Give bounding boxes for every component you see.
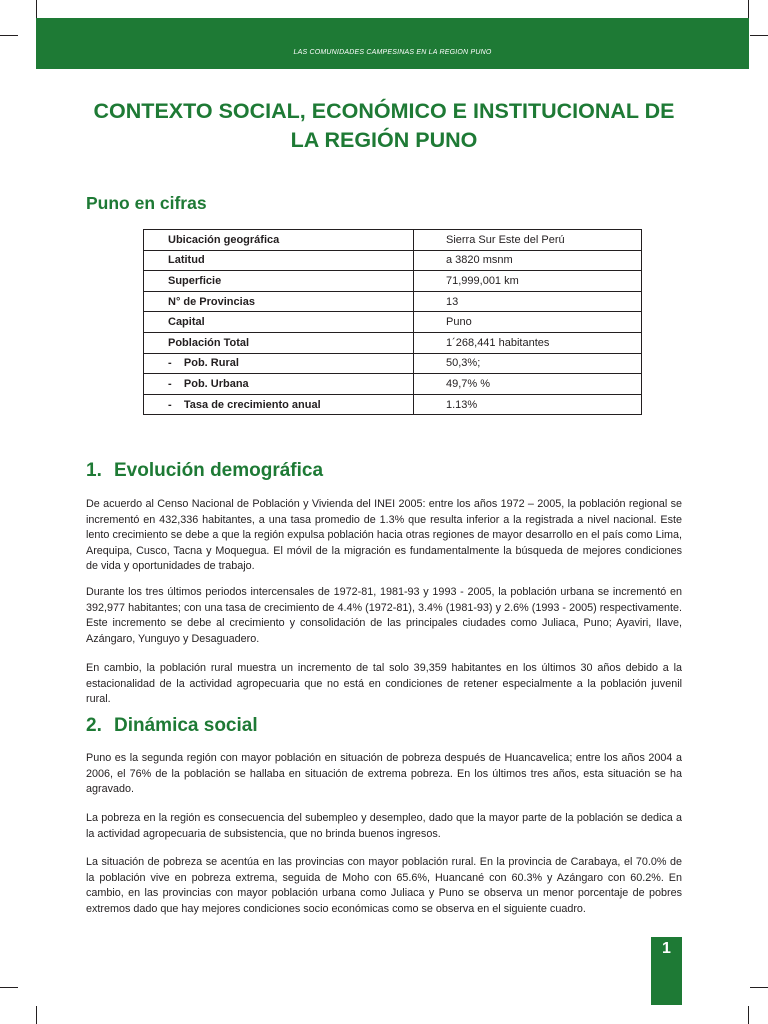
paragraph: La pobreza en la región es consecuencia del subempleo y desempleo, dado que la mayor parte de la población se dedica a la actividad agropecuaria de subsistencia, que no brinda buenos ingresos. — [86, 812, 682, 840]
facts-row — [144, 353, 642, 374]
facts-row — [144, 271, 642, 292]
facts-label: N° de Provincias — [144, 291, 414, 312]
page-title-line: CONTEXTO SOCIAL, ECONÓMICO E INSTITUCIONAL DE — [93, 99, 675, 123]
section-heading-dinamica — [86, 715, 258, 737]
facts-value: a 3820 msnm — [414, 250, 642, 271]
facts-row — [144, 332, 642, 353]
facts-value: 1´268,441 habitantes — [414, 332, 642, 353]
crop-mark — [748, 0, 749, 18]
facts-value: Sierra Sur Este del Perú — [414, 230, 642, 251]
header-banner — [36, 18, 749, 69]
facts-label: Ubicación geográfica — [144, 230, 414, 251]
facts-row — [144, 250, 642, 271]
crop-mark — [36, 0, 37, 18]
facts-label: Superficie — [144, 271, 414, 292]
header-banner-text: LAS COMUNIDADES CAMPESINAS EN LA REGION PUNO — [293, 49, 492, 56]
section-heading-demografica — [86, 460, 323, 482]
facts-label: Capital — [144, 312, 414, 333]
facts-value: 71,999,001 km — [414, 271, 642, 292]
paragraph: Durante los tres últimos periodos intercensales de 1972-81, 1981-93 y 1993 - 2005, la población urbana se incrementó en 392,977 habitantes; con una tasa de crecimiento de 4.4% (1972-81), 3.4% (1981-93) y 2.6% (1993 - 2005) respectivamente. Este incremento se debe al crecimiento y consolidación de las principales ciudades como Juliaca, Puno; Ayaviri, Ilave, Azángaro, Yunguyo y Desaguadero. — [86, 586, 682, 645]
cifras-heading: Puno en cifras — [86, 193, 207, 213]
page-title-line: LA REGIÓN PUNO — [290, 128, 478, 152]
facts-value: 13 — [414, 291, 642, 312]
facts-value: 49,7% % — [414, 374, 642, 395]
facts-row — [144, 374, 642, 395]
paragraph: Puno es la segunda región con mayor población en situación de pobreza después de Huancavelica; entre los años 2004 a 2006, el 76% de la población se hallaba en situación de extrema pobreza. En los últimos tres años, esta situación se ha agravado. — [86, 752, 682, 796]
section-number: 1. — [86, 460, 102, 481]
facts-label: - Pob. Urbana — [144, 374, 414, 395]
paragraph: La situación de pobreza se acentúa en las provincias con mayor población rural. En la provincia de Carabaya, el 70.0% de la población vive en pobreza extrema, seguida de Moho con 65.6%, Huancané con 60.3% y Azángaro con 60.2%. En cambio, en las provincias con mayor población urbana como Juliaca y Puno se observa un menor porcentaje de pobres extremos dado que hay mejores condiciones socio económicas como se observa en el siguiente cuadro. — [86, 856, 682, 915]
crop-mark — [0, 35, 18, 36]
page-number: 1 — [651, 937, 682, 1005]
section-title: Dinámica social — [114, 715, 258, 736]
section-number: 2. — [86, 715, 102, 736]
facts-label: Población Total — [144, 332, 414, 353]
facts-row — [144, 230, 642, 251]
facts-table — [143, 229, 642, 415]
facts-row — [144, 394, 642, 415]
facts-label: Latitud — [144, 250, 414, 271]
crop-mark — [750, 35, 768, 36]
crop-mark — [0, 987, 18, 988]
facts-label: - Tasa de crecimiento anual — [144, 394, 414, 415]
paragraph: En cambio, la población rural muestra un incremento de tal solo 39,359 habitantes en los últimos 30 años debido a la estacionalidad de la actividad agropecuaria que no está en condiciones de retener especialmente a la población juvenil rural. — [86, 662, 682, 706]
facts-label: - Pob. Rural — [144, 353, 414, 374]
crop-mark — [750, 987, 768, 988]
facts-value: 1.13% — [414, 394, 642, 415]
facts-value: Puno — [414, 312, 642, 333]
facts-row — [144, 291, 642, 312]
paragraph: De acuerdo al Censo Nacional de Población y Vivienda del INEI 2005: entre los años 1972 – 2005, la población regional se incrementó en 432,336 habitantes, a una tasa promedio de 1.3% que resulta inferior a la registrada a nivel nacional. Este lento crecimiento se debe a que la región expulsa población hacia otras regiones de mayor desarrollo en el país como Lima, Arequipa, Cusco, Tacna y Moquegua. El móvil de la migración es fundamentalmente la búsqueda de mejores condiciones de vida y oportunidades de trabajo. — [86, 498, 682, 573]
crop-mark — [36, 1006, 37, 1024]
facts-row — [144, 312, 642, 333]
crop-mark — [748, 1006, 749, 1024]
facts-value: 50,3%; — [414, 353, 642, 374]
section-title: Evolución demográfica — [114, 460, 324, 481]
page-title — [60, 97, 708, 155]
